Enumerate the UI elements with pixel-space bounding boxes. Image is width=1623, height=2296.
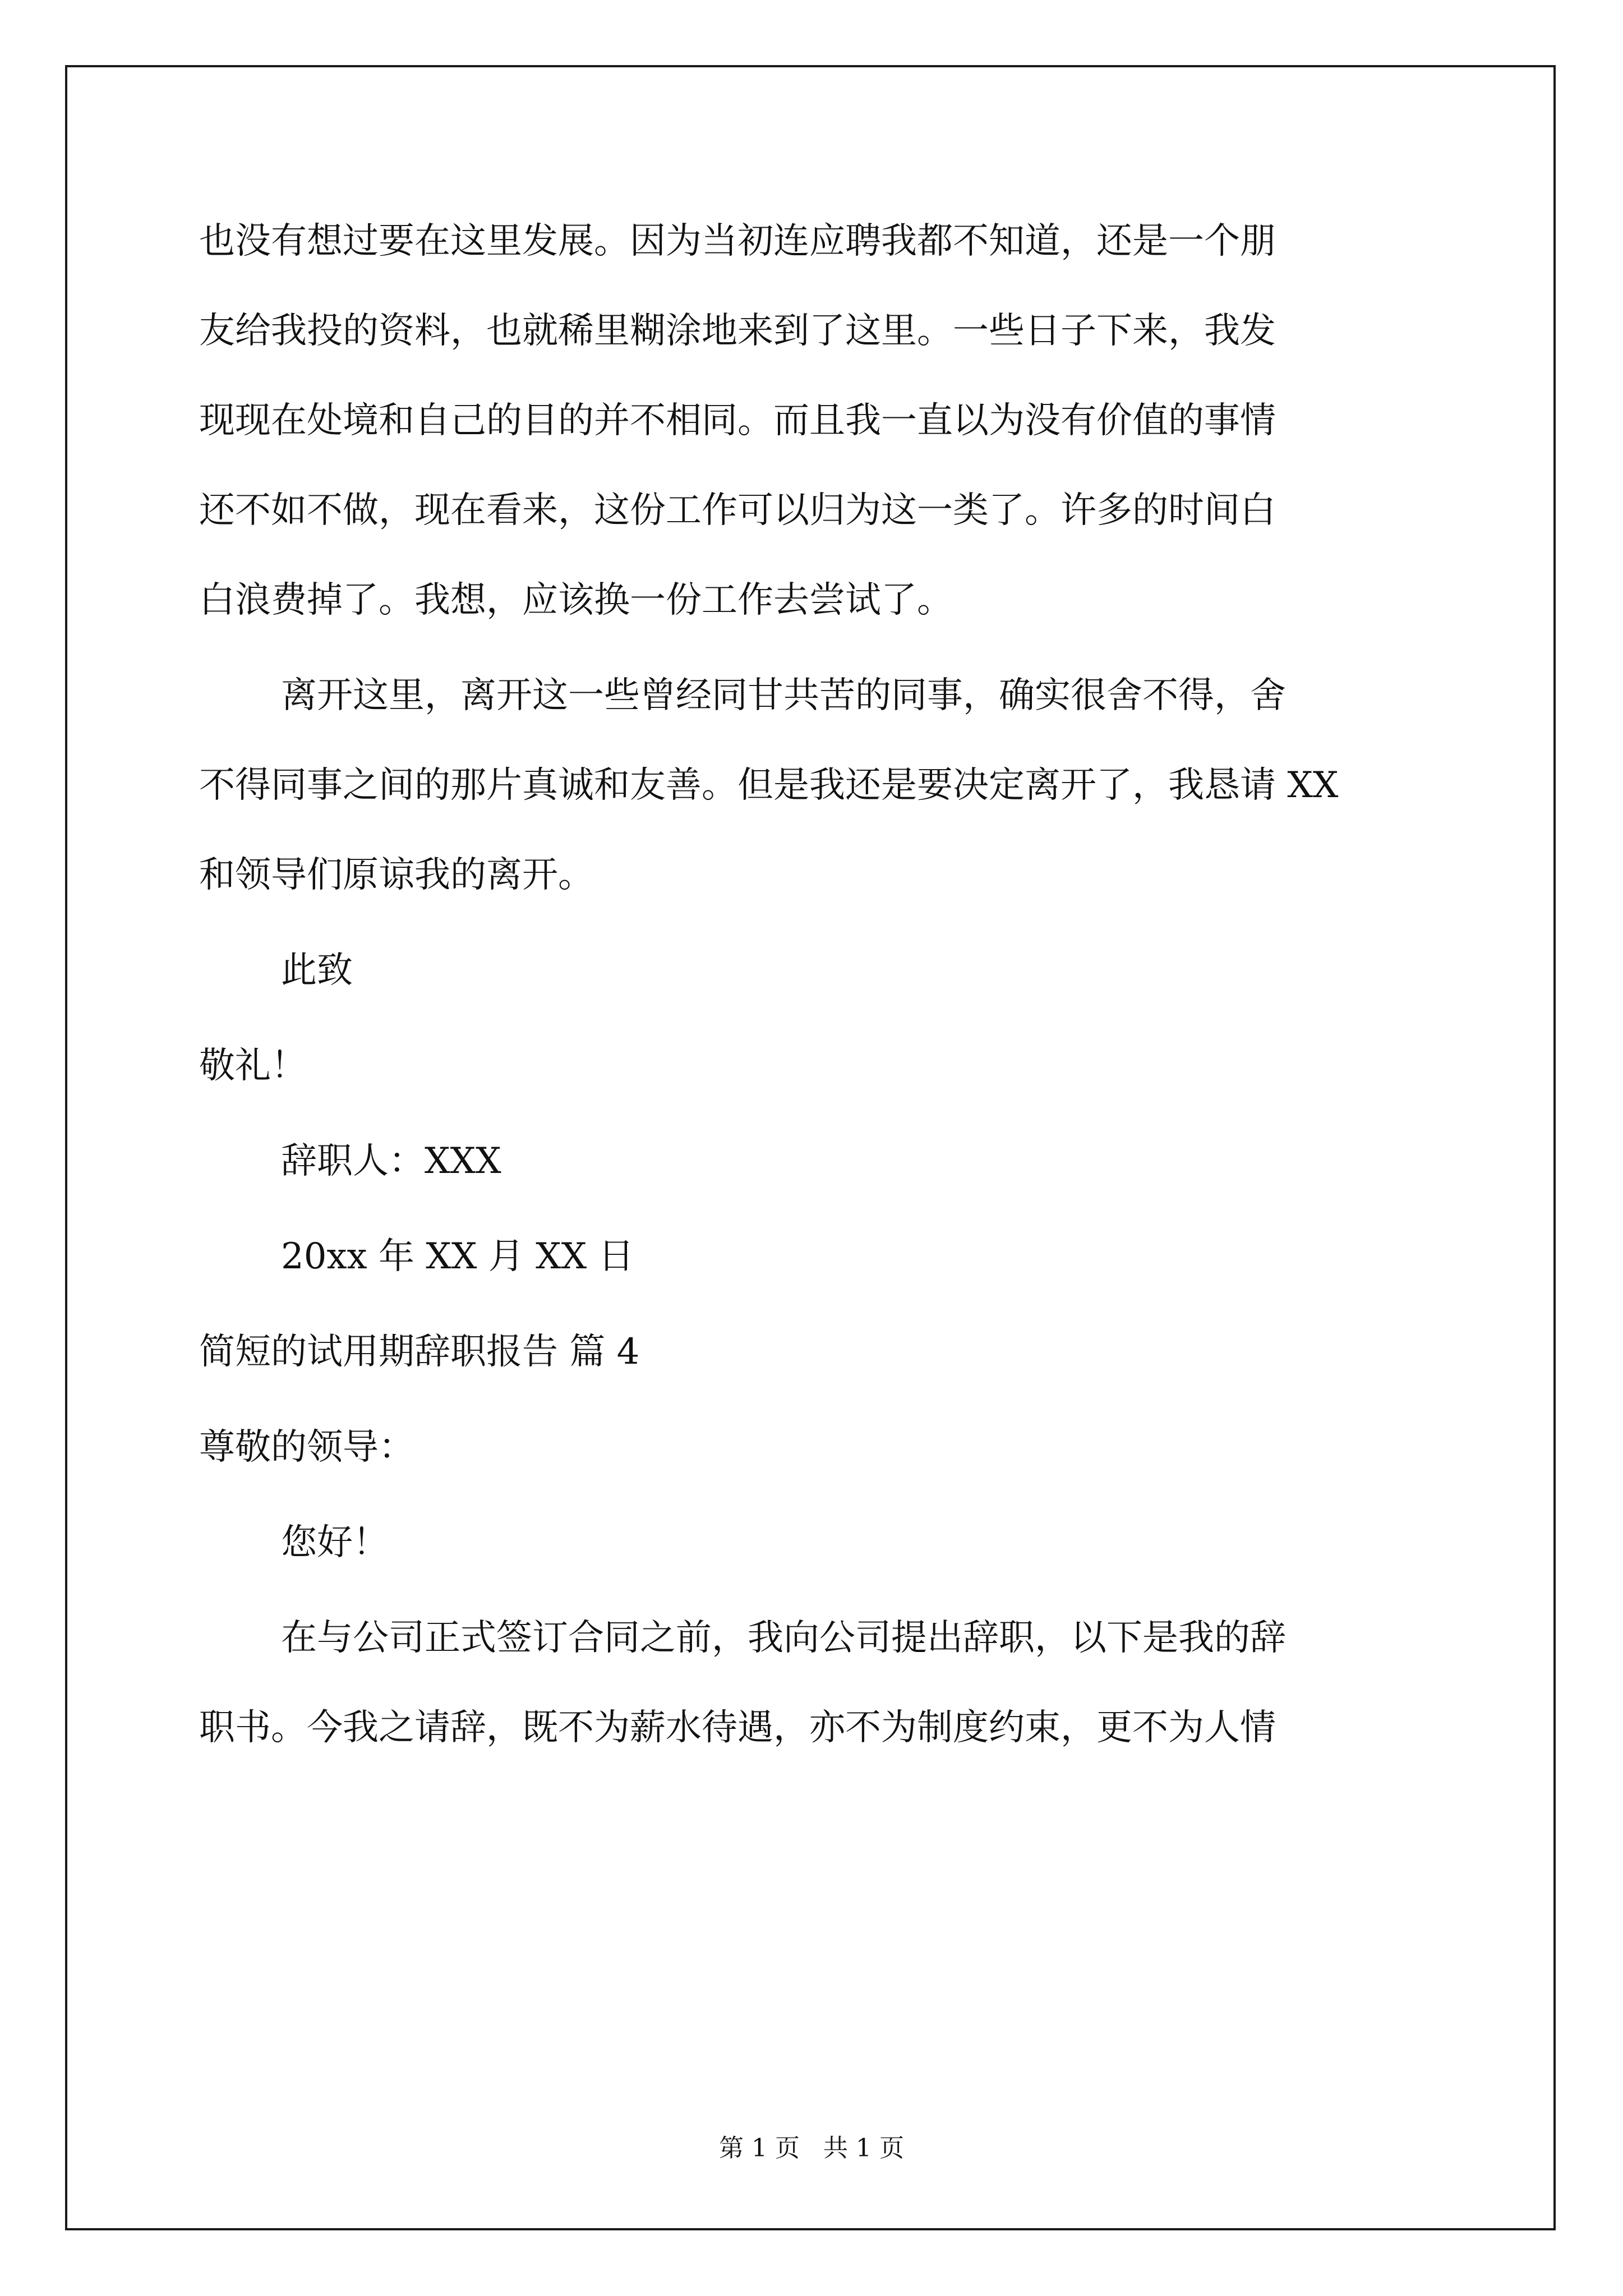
page-footer: 第 1 页 共 1 页 [719, 2134, 904, 2162]
salute-text: 敬礼！ [199, 1045, 307, 1087]
paragraph-1-line-3: 现现在处境和自己的目的并不相同。而且我一直以为没有价值的事情 [199, 400, 1276, 441]
paragraph-2-line-1: 离开这里，离开这一些曾经同甘共苦的同事，确实很舍不得，舍 [281, 675, 1286, 716]
signer-text: 辞职人：XXX [281, 1140, 501, 1182]
section-title: 简短的试用期辞职报告 篇 4 [199, 1331, 640, 1373]
paragraph-1-line-1: 也没有想过要在这里发展。因为当初连应聘我都不知道，还是一个朋 [199, 220, 1276, 262]
date-text: 20xx 年 XX 月 XX 日 [281, 1236, 634, 1277]
paragraph-1-line-2: 友给我投的资料，也就稀里糊涂地来到了这里。一些日子下来，我发 [199, 310, 1276, 352]
paragraph-1-line-5: 白浪费掉了。我想，应该换一份工作去尝试了。 [199, 579, 953, 621]
hello-text: 您好！ [281, 1522, 389, 1563]
paragraph-3-line-2: 职书。今我之请辞，既不为薪水待遇，亦不为制度约束，更不为人情 [199, 1707, 1276, 1749]
paragraph-1-line-4: 还不如不做，现在看来，这份工作可以归为这一类了。许多的时间白 [199, 490, 1276, 531]
closing-text: 此致 [281, 950, 353, 991]
paragraph-2-line-2: 不得同事之间的那片真诚和友善。但是我还是要决定离开了，我恳请 XX [199, 765, 1339, 806]
paragraph-2-line-3: 和领导们原谅我的离开。 [199, 854, 594, 896]
greeting-text: 尊敬的领导： [199, 1427, 414, 1468]
paragraph-3-line-1: 在与公司正式签订合同之前，我向公司提出辞职，以下是我的辞 [281, 1617, 1286, 1659]
